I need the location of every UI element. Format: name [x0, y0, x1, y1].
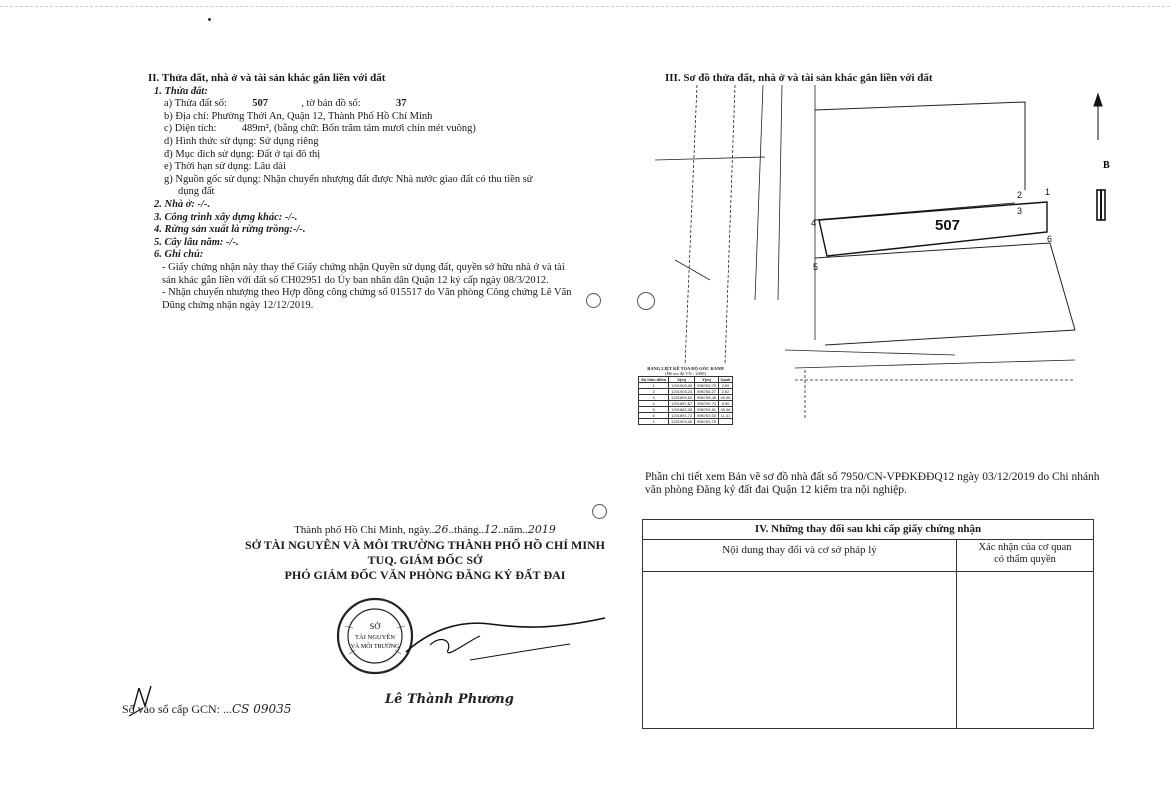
cell: 3 — [639, 395, 669, 401]
perennial-item: 5. Cây lâu năm: -/-. — [154, 236, 239, 248]
cell: 596763,75 — [695, 419, 719, 425]
coordinate-table-subtitle: (Hệ tọa độ VN - 2000) — [665, 371, 706, 376]
cell: 11,41 — [718, 413, 732, 419]
cell: 1201903,24 — [669, 389, 695, 395]
cell: 8,50 — [718, 401, 732, 407]
cell: 596756,27 — [695, 389, 719, 395]
point-1: 1 — [1045, 187, 1051, 197]
parcel-number-label: 507 — [935, 217, 961, 234]
point-2: 2 — [1017, 190, 1023, 200]
north-label: B — [1103, 160, 1110, 171]
cell: 596763,03 — [695, 413, 719, 419]
cell: 1201882,08 — [669, 407, 695, 413]
cell: 49,06 — [718, 395, 732, 401]
cell: 6 — [639, 413, 669, 419]
forest-item: 4. Rừng sản xuất là rừng trồng:-/-. — [154, 224, 306, 236]
cell: 1 — [639, 383, 669, 389]
punch-hole-mark — [637, 292, 655, 310]
issuing-department: SỞ TÀI NGUYÊN VÀ MÔI TRƯỜNG THÀNH PHỐ HỒ CHÍ MINH — [244, 538, 606, 552]
cell: 35,46 — [718, 407, 732, 413]
area-label: c) Diện tích: — [164, 123, 217, 135]
land-parcel-row — [148, 98, 593, 111]
cell: 596709,74 — [695, 401, 719, 407]
col-header: Y(m) — [695, 377, 719, 383]
coordinate-table — [638, 366, 733, 425]
handwritten-signature — [400, 600, 620, 670]
issue-date — [230, 522, 620, 538]
registry-label: Số vào sổ cấp GCN: ... — [122, 702, 232, 716]
table-row — [639, 419, 733, 425]
cell: 1201893,62 — [669, 395, 695, 401]
usage-origin-row: g) Nguồn gốc sử dụng: Nhận chuyển nhượng đất được Nhà nước giao đất có thu tiền sử — [164, 173, 533, 185]
authority-header-line2: có thẩm quyền — [994, 554, 1056, 565]
date-month: 12 — [483, 523, 498, 536]
cell: 2,59 — [718, 383, 732, 389]
parcel-number: 507 — [252, 98, 268, 110]
usage-form-row: d) Hình thức sử dụng: Sử dụng riêng — [164, 135, 319, 147]
point-5: 5 — [813, 262, 819, 272]
section-iv-table — [642, 519, 1094, 729]
parcel-label: a) Thửa đất số: — [164, 98, 227, 110]
point-6: 6 — [1047, 234, 1053, 244]
cell: 2 — [639, 389, 669, 395]
scan-top-border — [0, 0, 1170, 7]
section-iii-title: III. Sơ đồ thửa đất, nhà ở và tài sản khác gắn liền với đất — [665, 72, 933, 84]
col-header: X(m) — [669, 377, 695, 383]
signer-title: PHÓ GIÁM ĐỐC VĂN PHÒNG ĐĂNG KÝ ĐẤT ĐAI — [284, 568, 566, 582]
address-row: b) Địa chỉ: Phường Thới An, Quận 12, Thành Phố Hồ Chí Minh — [164, 110, 433, 122]
notes-heading: 6. Ghi chú: — [154, 249, 204, 261]
col-header: Số hiệu điểm — [639, 377, 669, 383]
land-heading: 1. Thửa đất: — [154, 85, 208, 97]
section-iv-columns — [643, 540, 1093, 728]
coordinate-grid — [638, 376, 733, 425]
usage-term-row: e) Thời hạn sử dụng: Lâu dài — [164, 161, 286, 173]
cell: 1201887,67 — [669, 401, 695, 407]
house-item: 2. Nhà ở: -/-. — [154, 198, 211, 210]
point-4: 4 — [811, 218, 817, 228]
usage-purpose-row: đ) Mục đích sử dụng: Đất ở tại đô thị — [164, 148, 321, 160]
date-day: 26 — [434, 523, 449, 536]
notes — [148, 262, 593, 312]
col-header: Cạnh — [718, 377, 732, 383]
punch-hole-mark — [586, 293, 601, 308]
registry-value: CS 09035 — [232, 702, 292, 716]
section-ii-title: II. Thửa đất, nhà ở và tài sản khác gắn liền với đất — [148, 72, 386, 84]
seal-text-3: VÀ MÔI TRƯỜNG — [350, 644, 400, 650]
note-1: - Giấy chứng nhận này thay thế Giấy chứng nhận Quyền sử dụng đất, quyền sở hữu nhà ở và tài sản khác gắn liền với đất số CH02951 do Ủy ban nhân dân Quận 12 ký cấp ngày 08/3/2012. — [162, 261, 565, 286]
date-year: 2019 — [527, 523, 556, 536]
map-caption: Phần chi tiết xem Bản vẽ sơ đồ nhà đất số 7950/CN-VPĐKĐĐQ12 ngày 03/12/2019 do Chi nhánh văn phòng Đăng ký đất đai Quận 12 kiểm tra nội nghiệp. — [645, 471, 1100, 496]
cell — [718, 419, 732, 425]
area-row — [148, 123, 593, 136]
signature-block — [230, 522, 620, 583]
point-3: 3 — [1017, 206, 1023, 216]
cell: 596758,45 — [695, 395, 719, 401]
signer-name: Lê Thành Phương — [385, 692, 514, 707]
authority-header-line1: Xác nhận của cơ quan — [978, 542, 1072, 553]
change-content-header: Nội dung thay đổi và cơ sở pháp lý — [643, 540, 957, 728]
seal-text-1: SỞ — [369, 622, 381, 631]
cell: 1201903,06 — [669, 383, 695, 389]
header-divider — [643, 571, 1093, 572]
cell: 596763,75 — [695, 383, 719, 389]
cell: 2,62 — [718, 389, 732, 395]
seal-text-2: TÀI NGUYÊN — [355, 634, 395, 641]
scan-speck — [208, 18, 211, 21]
cell: 4 — [639, 401, 669, 407]
construction-item: 3. Công trình xây dựng khác: -/-. — [154, 211, 298, 223]
cell: 1201903,06 — [669, 419, 695, 425]
cell: 596709,51 — [695, 407, 719, 413]
cell: 1201891,72 — [669, 413, 695, 419]
registry-number-row — [122, 702, 291, 717]
note-2: - Nhận chuyển nhượng theo Hợp đồng công chứng số 015517 do Văn phòng Công chứng Lê Văn Dũng chứng nhận ngày 12/12/2019. — [162, 287, 572, 311]
date-prefix: Thành phố Hồ Chí Minh, ngày.. — [294, 524, 435, 536]
authorization-line: TUQ. GIÁM ĐỐC SỞ — [367, 553, 483, 567]
coordinate-table-title: BẢNG LIỆT KÊ TỌA ĐỘ GÓC RANH — [647, 366, 724, 371]
section-ii — [148, 72, 593, 312]
authority-confirmation-header — [957, 540, 1093, 728]
cell: 5 — [639, 407, 669, 413]
map-sheet-label: , tờ bản đồ số: — [301, 98, 361, 110]
usage-origin-cont: dụng đất — [178, 186, 215, 198]
area-value: 489m², (bằng chữ: Bốn trăm tám mươi chín mét vuông) — [241, 123, 476, 135]
punch-hole-mark — [592, 504, 607, 519]
date-year-label: ..năm.. — [497, 524, 528, 536]
map-sheet-number: 37 — [395, 98, 407, 110]
section-iv-title: IV. Những thay đổi sau khi cấp giấy chứng nhận — [643, 520, 1093, 540]
date-month-label: ..tháng.. — [448, 524, 484, 536]
cell: 1 — [639, 419, 669, 425]
